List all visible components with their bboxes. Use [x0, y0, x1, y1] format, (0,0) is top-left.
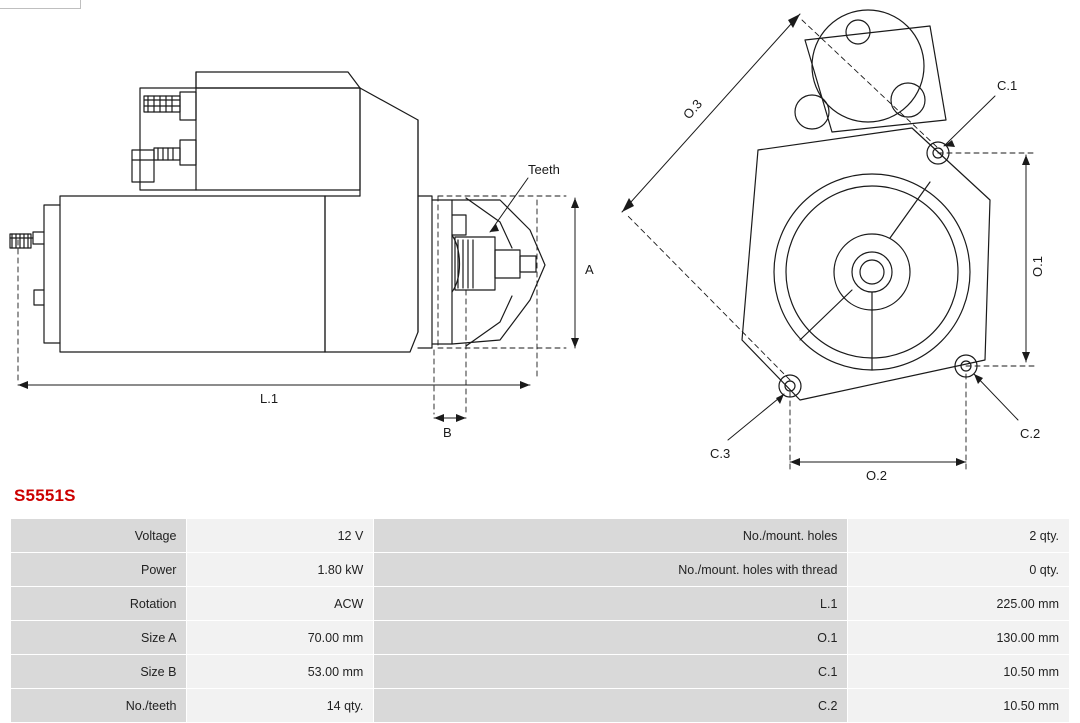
spec-label: Rotation: [11, 587, 187, 621]
table-row: [11, 519, 1070, 553]
table-row: [11, 587, 1070, 621]
table-row: [11, 621, 1070, 655]
label-l1: L.1: [260, 391, 279, 406]
spec-value: 53.00 mm: [187, 655, 374, 689]
spec-label-2: O.1: [374, 621, 848, 655]
motor-body-outline: [60, 196, 325, 352]
spec-label: Size A: [11, 621, 187, 655]
spec-label-2: L.1: [374, 587, 848, 621]
spec-label: Voltage: [11, 519, 187, 553]
drive-housing: [325, 88, 418, 352]
label-c2: C.2: [1020, 426, 1041, 441]
spec-label-2: C.1: [374, 655, 848, 689]
label-c1: C.1: [997, 78, 1018, 93]
spec-value: ACW: [187, 587, 374, 621]
spec-label-2: C.2: [374, 689, 848, 723]
spec-value: 70.00 mm: [187, 621, 374, 655]
spec-value-2: 130.00 mm: [848, 621, 1070, 655]
spec-label: No./teeth: [11, 689, 187, 723]
spec-value-2: 10.50 mm: [848, 689, 1070, 723]
spec-value-2: 225.00 mm: [848, 587, 1070, 621]
label-a: A: [585, 262, 594, 277]
spec-value: 1.80 kW: [187, 553, 374, 587]
solenoid-circle: [812, 10, 924, 122]
table-row: [11, 655, 1070, 689]
label-c3: C.3: [710, 446, 731, 461]
spec-value: 14 qty.: [187, 689, 374, 723]
spec-label: Size B: [11, 655, 187, 689]
spec-label-2: No./mount. holes: [374, 519, 848, 553]
label-o3: O.3: [679, 96, 706, 122]
part-number-title: S5551S: [14, 486, 76, 505]
spec-value-2: 10.50 mm: [848, 655, 1070, 689]
solenoid-outline: [140, 88, 360, 190]
table-row: [11, 689, 1070, 723]
spec-value-2: 2 qty.: [848, 519, 1070, 553]
spec-value-2: 0 qty.: [848, 553, 1070, 587]
label-b: B: [443, 425, 452, 440]
spec-label-2: No./mount. holes with thread: [374, 553, 848, 587]
label-o1: O.1: [1030, 256, 1045, 277]
nose-cone: [432, 200, 452, 344]
label-teeth: Teeth: [528, 162, 560, 177]
label-o2: O.2: [866, 468, 887, 482]
pinion-gear: [455, 237, 495, 290]
specification-table: [10, 518, 1070, 723]
spec-value: 12 V: [187, 519, 374, 553]
table-row: [11, 553, 1070, 587]
rear-end-cap: [44, 205, 60, 343]
mounting-flange: [742, 128, 990, 400]
spec-label: Power: [11, 553, 187, 587]
